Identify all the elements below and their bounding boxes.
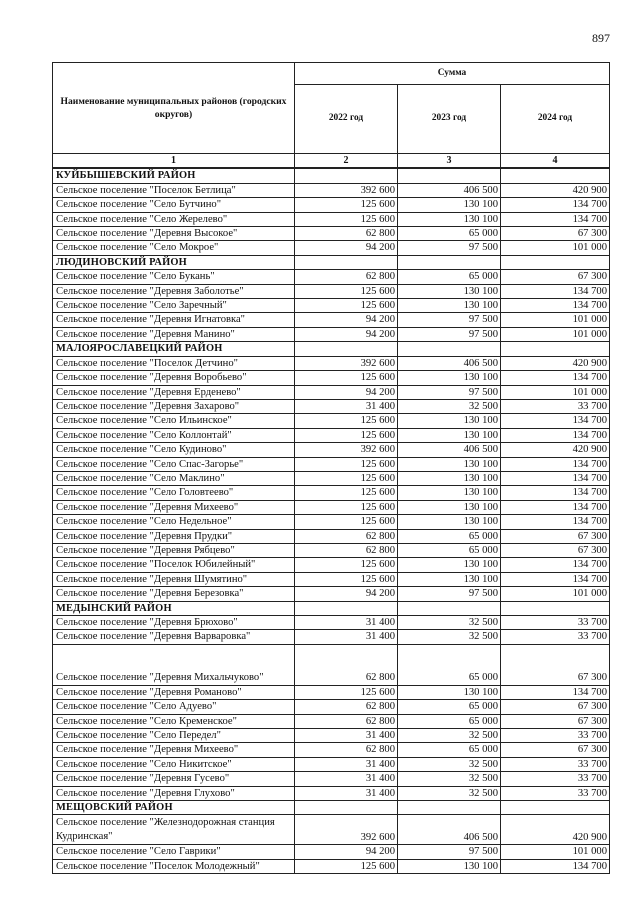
settlement-name: Сельское поселение "Деревня Романово" [53, 685, 295, 699]
table-row [53, 644, 610, 685]
value-2022: 125 600 [295, 414, 398, 428]
settlement-name: Сельское поселение "Село Жерелево" [53, 212, 295, 226]
empty-cell [295, 342, 398, 356]
settlement-name: Сельское поселение "Село Никитское" [53, 757, 295, 771]
value-2024: 134 700 [501, 515, 610, 529]
settlement-name: Сельское поселение "Село Мокрое" [53, 241, 295, 255]
settlement-name: Сельское поселение "Деревня Брюхово" [53, 616, 295, 630]
value-2022: 392 600 [295, 356, 398, 370]
value-2023: 65 000 [398, 270, 501, 284]
settlement-name: Сельское поселение "Поселок Бетлица" [53, 183, 295, 197]
settlement-name: Сельское поселение "Село Ильинское" [53, 414, 295, 428]
value-2024: 420 900 [501, 443, 610, 457]
value-2024: 134 700 [501, 457, 610, 471]
settlement-name: Сельское поселение "Железнодорожная станция Кудринская" [53, 815, 295, 845]
empty-cell [295, 601, 398, 615]
value-2022: 392 600 [295, 815, 398, 845]
settlement-name: Сельское поселение "Деревня Манино" [53, 327, 295, 341]
table-row [53, 212, 610, 226]
value-2024: 134 700 [501, 685, 610, 699]
settlement-name: Сельское поселение "Деревня Гусево" [53, 772, 295, 786]
table-row [53, 399, 610, 413]
settlement-name: Сельское поселение "Деревня Березовка" [53, 587, 295, 601]
settlement-name: Сельское поселение "Деревня Воробьево" [53, 371, 295, 385]
value-2023: 130 100 [398, 471, 501, 485]
settlement-name: Сельское поселение "Село Кременское" [53, 714, 295, 728]
value-2022: 94 200 [295, 241, 398, 255]
value-2024: 134 700 [501, 198, 610, 212]
header-year-2023: 2023 год [398, 85, 501, 154]
value-2023: 32 500 [398, 729, 501, 743]
value-2023: 130 100 [398, 299, 501, 313]
value-2022: 125 600 [295, 457, 398, 471]
value-2023: 32 500 [398, 757, 501, 771]
district-name: ЛЮДИНОВСКИЙ РАЙОН [53, 255, 295, 269]
value-2023: 32 500 [398, 786, 501, 800]
value-2024: 67 300 [501, 700, 610, 714]
header-year-2022: 2022 год [295, 85, 398, 154]
value-2022: 125 600 [295, 685, 398, 699]
table-row [53, 270, 610, 284]
column-number-4: 4 [501, 154, 610, 169]
column-number-1: 1 [53, 154, 295, 169]
table-row [53, 414, 610, 428]
value-2022: 94 200 [295, 327, 398, 341]
value-2022: 125 600 [295, 299, 398, 313]
empty-cell [398, 255, 501, 269]
table-row [53, 327, 610, 341]
value-2022: 392 600 [295, 443, 398, 457]
table-row [53, 356, 610, 370]
table-row [53, 241, 610, 255]
value-2022: 125 600 [295, 859, 398, 873]
settlement-name: Сельское поселение "Село Спас-Загорье" [53, 457, 295, 471]
value-2022: 62 800 [295, 700, 398, 714]
value-2024: 67 300 [501, 227, 610, 241]
value-2024: 134 700 [501, 486, 610, 500]
column-number-row [53, 154, 610, 169]
settlement-name: Сельское поселение "Село Маклино" [53, 471, 295, 485]
value-2023: 32 500 [398, 616, 501, 630]
settlement-name: Сельское поселение "Село Заречный" [53, 299, 295, 313]
empty-cell [501, 601, 610, 615]
value-2024: 134 700 [501, 572, 610, 586]
value-2024: 101 000 [501, 313, 610, 327]
empty-cell [295, 255, 398, 269]
value-2023: 65 000 [398, 700, 501, 714]
empty-cell [501, 168, 610, 183]
settlement-name: Сельское поселение "Деревня Прудки" [53, 529, 295, 543]
table-row [53, 486, 610, 500]
value-2022: 94 200 [295, 845, 398, 859]
value-2024: 134 700 [501, 299, 610, 313]
settlement-name: Сельское поселение "Деревня Варваровка" [53, 630, 295, 644]
value-2022: 125 600 [295, 558, 398, 572]
header-name-column [53, 63, 295, 154]
settlement-name: Сельское поселение "Село Кудиново" [53, 443, 295, 457]
value-2023: 32 500 [398, 399, 501, 413]
header-year-2024: 2024 год [501, 85, 610, 154]
value-2022: 62 800 [295, 529, 398, 543]
empty-cell [398, 342, 501, 356]
value-2024: 33 700 [501, 399, 610, 413]
value-2022: 62 800 [295, 227, 398, 241]
value-2022: 62 800 [295, 543, 398, 557]
value-2024: 420 900 [501, 356, 610, 370]
settlement-name: Сельское поселение "Деревня Высокое" [53, 227, 295, 241]
value-2023: 65 000 [398, 529, 501, 543]
budget-table [52, 62, 610, 874]
value-2023: 32 500 [398, 630, 501, 644]
value-2024: 420 900 [501, 815, 610, 845]
column-number-3: 3 [398, 154, 501, 169]
value-2024: 33 700 [501, 630, 610, 644]
settlement-name: Сельское поселение "Село Адуево" [53, 700, 295, 714]
value-2024: 134 700 [501, 212, 610, 226]
value-2023: 406 500 [398, 183, 501, 197]
column-number-2: 2 [295, 154, 398, 169]
settlement-name: Сельское поселение "Деревня Шумятино" [53, 572, 295, 586]
table-row [53, 385, 610, 399]
value-2024: 33 700 [501, 729, 610, 743]
value-2022: 62 800 [295, 743, 398, 757]
table-row [53, 543, 610, 557]
settlement-name: Сельское поселение "Село Передел" [53, 729, 295, 743]
settlement-name: Сельское поселение "Поселок Детчино" [53, 356, 295, 370]
settlement-name: Сельское поселение "Деревня Ерденево" [53, 385, 295, 399]
value-2022: 125 600 [295, 515, 398, 529]
value-2024: 33 700 [501, 616, 610, 630]
table-row [53, 227, 610, 241]
value-2022: 94 200 [295, 385, 398, 399]
settlement-name: Сельское поселение "Деревня Михальчуково" [53, 644, 295, 685]
table-row [53, 515, 610, 529]
table-row [53, 313, 610, 327]
value-2022: 392 600 [295, 183, 398, 197]
table-row [53, 587, 610, 601]
page-number: 897 [592, 31, 610, 45]
settlement-name: Сельское поселение "Деревня Михеево" [53, 500, 295, 514]
settlement-name: Сельское поселение "Поселок Юбилейный" [53, 558, 295, 572]
value-2022: 125 600 [295, 572, 398, 586]
value-2023: 130 100 [398, 558, 501, 572]
value-2023: 130 100 [398, 371, 501, 385]
value-2022: 125 600 [295, 500, 398, 514]
settlement-name: Сельское поселение "Деревня Рябцево" [53, 543, 295, 557]
value-2023: 65 000 [398, 227, 501, 241]
table-row [53, 284, 610, 298]
district-section-row [53, 601, 610, 615]
value-2022: 31 400 [295, 630, 398, 644]
value-2023: 130 100 [398, 486, 501, 500]
value-2023: 406 500 [398, 443, 501, 457]
settlement-name: Сельское поселение "Село Букань" [53, 270, 295, 284]
value-2023: 130 100 [398, 515, 501, 529]
district-section-row [53, 801, 610, 815]
value-2022: 62 800 [295, 270, 398, 284]
value-2022: 62 800 [295, 644, 398, 685]
value-2024: 101 000 [501, 845, 610, 859]
table-row [53, 729, 610, 743]
value-2023: 130 100 [398, 414, 501, 428]
table-row [53, 198, 610, 212]
value-2024: 134 700 [501, 558, 610, 572]
value-2022: 31 400 [295, 616, 398, 630]
settlement-name: Сельское поселение "Село Коллонтай" [53, 428, 295, 442]
header-sum: Сумма [295, 63, 610, 85]
district-name: МАЛОЯРОСЛАВЕЦКИЙ РАЙОН [53, 342, 295, 356]
value-2023: 97 500 [398, 313, 501, 327]
table-row [53, 457, 610, 471]
settlement-name: Сельское поселение "Село Недельное" [53, 515, 295, 529]
table-body [53, 154, 610, 874]
table-row [53, 471, 610, 485]
table-row [53, 558, 610, 572]
district-section-row [53, 342, 610, 356]
value-2023: 130 100 [398, 428, 501, 442]
district-section-row [53, 255, 610, 269]
value-2024: 134 700 [501, 371, 610, 385]
header-name-text: Наименование муниципальных районов (городских округов) [60, 96, 287, 120]
value-2022: 125 600 [295, 486, 398, 500]
value-2023: 130 100 [398, 500, 501, 514]
table-row [53, 500, 610, 514]
settlement-name: Сельское поселение "Деревня Глухово" [53, 786, 295, 800]
table-row [53, 616, 610, 630]
value-2024: 67 300 [501, 644, 610, 685]
value-2022: 125 600 [295, 198, 398, 212]
settlement-name: Сельское поселение "Деревня Игнатовка" [53, 313, 295, 327]
table-row [53, 772, 610, 786]
empty-cell [398, 801, 501, 815]
table-row [53, 630, 610, 644]
value-2022: 94 200 [295, 587, 398, 601]
empty-cell [398, 168, 501, 183]
value-2022: 125 600 [295, 371, 398, 385]
table-row [53, 786, 610, 800]
value-2023: 65 000 [398, 743, 501, 757]
value-2024: 101 000 [501, 241, 610, 255]
empty-cell [295, 168, 398, 183]
value-2023: 130 100 [398, 572, 501, 586]
value-2023: 97 500 [398, 587, 501, 601]
district-name: МЕДЫНСКИЙ РАЙОН [53, 601, 295, 615]
value-2023: 97 500 [398, 385, 501, 399]
value-2022: 31 400 [295, 757, 398, 771]
value-2024: 67 300 [501, 743, 610, 757]
value-2023: 97 500 [398, 845, 501, 859]
settlement-name: Сельское поселение "Село Бутчино" [53, 198, 295, 212]
table-row [53, 371, 610, 385]
table-row [53, 815, 610, 845]
value-2024: 33 700 [501, 757, 610, 771]
empty-cell [501, 342, 610, 356]
value-2022: 125 600 [295, 428, 398, 442]
settlement-name: Сельское поселение "Деревня Заболотье" [53, 284, 295, 298]
value-2023: 130 100 [398, 859, 501, 873]
value-2024: 101 000 [501, 587, 610, 601]
district-name: КУЙБЫШЕВСКИЙ РАЙОН [53, 168, 295, 183]
table-row [53, 572, 610, 586]
value-2023: 130 100 [398, 457, 501, 471]
table-row [53, 529, 610, 543]
value-2024: 33 700 [501, 786, 610, 800]
value-2023: 130 100 [398, 284, 501, 298]
value-2024: 67 300 [501, 714, 610, 728]
value-2024: 134 700 [501, 284, 610, 298]
empty-cell [501, 255, 610, 269]
value-2023: 65 000 [398, 714, 501, 728]
value-2023: 130 100 [398, 685, 501, 699]
table-row [53, 443, 610, 457]
value-2024: 101 000 [501, 385, 610, 399]
value-2024: 134 700 [501, 414, 610, 428]
table-row [53, 757, 610, 771]
table-row [53, 700, 610, 714]
table-row [53, 845, 610, 859]
value-2022: 125 600 [295, 284, 398, 298]
value-2024: 67 300 [501, 270, 610, 284]
table-row [53, 743, 610, 757]
value-2024: 134 700 [501, 471, 610, 485]
value-2024: 134 700 [501, 859, 610, 873]
settlement-name: Сельское поселение "Поселок Молодежный" [53, 859, 295, 873]
settlement-name: Сельское поселение "Деревня Захарово" [53, 399, 295, 413]
value-2023: 406 500 [398, 356, 501, 370]
value-2022: 94 200 [295, 313, 398, 327]
district-section-row [53, 168, 610, 183]
value-2024: 67 300 [501, 543, 610, 557]
value-2023: 97 500 [398, 241, 501, 255]
table-row [53, 183, 610, 197]
value-2024: 420 900 [501, 183, 610, 197]
table-row [53, 685, 610, 699]
value-2023: 32 500 [398, 772, 501, 786]
value-2022: 31 400 [295, 399, 398, 413]
value-2024: 67 300 [501, 529, 610, 543]
empty-cell [295, 801, 398, 815]
value-2022: 125 600 [295, 471, 398, 485]
settlement-name: Сельское поселение "Село Гаврики" [53, 845, 295, 859]
settlement-name: Сельское поселение "Село Головтеево" [53, 486, 295, 500]
value-2023: 130 100 [398, 212, 501, 226]
table-row [53, 299, 610, 313]
value-2023: 65 000 [398, 644, 501, 685]
empty-cell [398, 601, 501, 615]
value-2022: 31 400 [295, 786, 398, 800]
value-2024: 134 700 [501, 428, 610, 442]
value-2023: 130 100 [398, 198, 501, 212]
value-2023: 406 500 [398, 815, 501, 845]
table-row [53, 428, 610, 442]
value-2022: 31 400 [295, 729, 398, 743]
value-2024: 101 000 [501, 327, 610, 341]
value-2023: 65 000 [398, 543, 501, 557]
value-2022: 31 400 [295, 772, 398, 786]
settlement-name: Сельское поселение "Деревня Михеево" [53, 743, 295, 757]
value-2023: 97 500 [398, 327, 501, 341]
table-row [53, 714, 610, 728]
value-2024: 33 700 [501, 772, 610, 786]
value-2022: 125 600 [295, 212, 398, 226]
table-row [53, 859, 610, 873]
value-2024: 134 700 [501, 500, 610, 514]
value-2022: 62 800 [295, 714, 398, 728]
empty-cell [501, 801, 610, 815]
district-name: МЕЩОВСКИЙ РАЙОН [53, 801, 295, 815]
